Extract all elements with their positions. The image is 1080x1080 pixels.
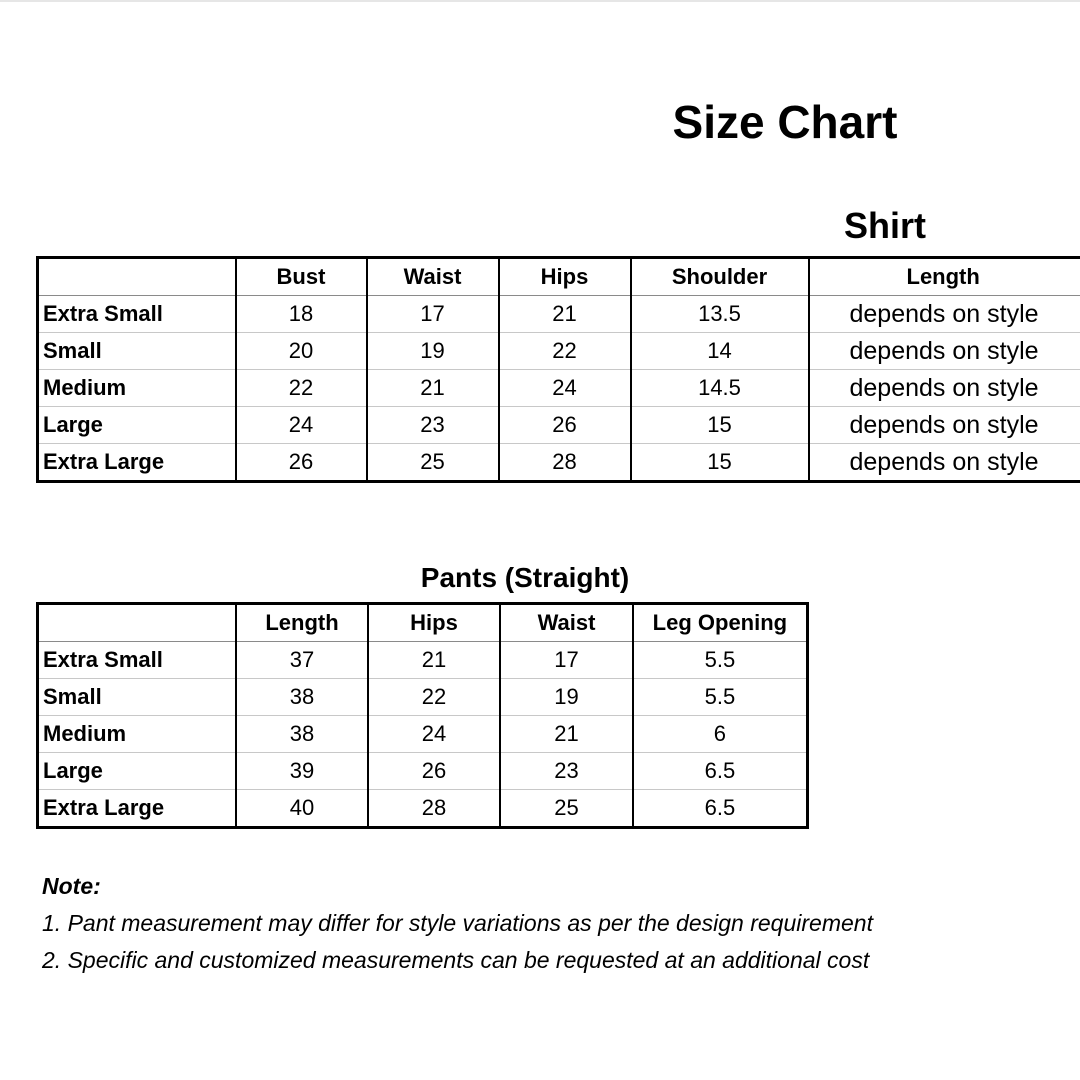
shirt-cell-waist: 19: [367, 333, 499, 370]
shirt-header-row: [38, 258, 1080, 296]
pants-cell-length: 38: [236, 679, 368, 716]
table-row: [38, 642, 808, 679]
pants-row-size-label: Medium: [38, 716, 237, 753]
pants-cell-leg-opening: 6: [633, 716, 808, 753]
note-line: 2. Specific and customized measurements can be requested at an additional cost: [42, 947, 870, 973]
pants-cell-leg-opening: 6.5: [633, 753, 808, 790]
shirt-cell-bust: 20: [236, 333, 367, 370]
pants-section-title: Pants (Straight): [420, 562, 630, 593]
shirt-cell-bust: 18: [236, 296, 367, 333]
pants-cell-hips: 24: [368, 716, 501, 753]
notes-section: [42, 868, 1042, 979]
shirt-cell-bust: 26: [236, 444, 367, 482]
shirt-header-bust: Bust: [236, 258, 367, 296]
shirt-cell-hips: 28: [499, 444, 631, 482]
pants-cell-length: 38: [236, 716, 368, 753]
shirt-header-length: Length: [809, 258, 1080, 296]
pants-cell-waist: 21: [500, 716, 633, 753]
pants-cell-hips: 22: [368, 679, 501, 716]
pants-header-length: Length: [236, 604, 368, 642]
shirt-cell-shoulder: 15: [631, 444, 809, 482]
table-row: [38, 370, 1080, 407]
pants-row-size-label: Extra Small: [38, 642, 237, 679]
pants-cell-leg-opening: 5.5: [633, 679, 808, 716]
pants-header-leg-opening: Leg Opening: [633, 604, 808, 642]
shirt-cell-length: depends on style: [809, 444, 1080, 482]
shirt-row-size-label: Small: [38, 333, 236, 370]
shirt-cell-length: depends on style: [809, 407, 1080, 444]
shirt-cell-hips: 26: [499, 407, 631, 444]
shirt-cell-length: depends on style: [809, 333, 1080, 370]
shirt-cell-shoulder: 15: [631, 407, 809, 444]
shirt-cell-waist: 17: [367, 296, 499, 333]
page-title: Size Chart: [672, 96, 898, 148]
pants-cell-waist: 25: [500, 790, 633, 828]
table-row: [38, 296, 1080, 333]
pants-header-hips: Hips: [368, 604, 501, 642]
pants-cell-waist: 23: [500, 753, 633, 790]
pants-header-size: [38, 604, 237, 642]
pants-row-size-label: Small: [38, 679, 237, 716]
shirt-cell-shoulder: 14: [631, 333, 809, 370]
shirt-row-size-label: Large: [38, 407, 236, 444]
shirt-row-size-label: Medium: [38, 370, 236, 407]
pants-cell-hips: 21: [368, 642, 501, 679]
pants-cell-leg-opening: 5.5: [633, 642, 808, 679]
notes-heading: Note:: [42, 873, 101, 899]
shirt-cell-shoulder: 13.5: [631, 296, 809, 333]
pants-cell-hips: 26: [368, 753, 501, 790]
shirt-header-waist: Waist: [367, 258, 499, 296]
shirt-cell-bust: 22: [236, 370, 367, 407]
pants-cell-leg-opening: 6.5: [633, 790, 808, 828]
shirt-cell-length: depends on style: [809, 370, 1080, 407]
pants-size-table: [36, 602, 809, 829]
table-row: [38, 407, 1080, 444]
pants-cell-length: 39: [236, 753, 368, 790]
shirt-cell-waist: 21: [367, 370, 499, 407]
table-row: [38, 790, 808, 828]
shirt-header-shoulder: Shoulder: [631, 258, 809, 296]
table-row: [38, 333, 1080, 370]
shirt-cell-hips: 24: [499, 370, 631, 407]
shirt-row-size-label: Extra Small: [38, 296, 236, 333]
pants-cell-length: 37: [236, 642, 368, 679]
shirt-cell-hips: 21: [499, 296, 631, 333]
pants-cell-waist: 17: [500, 642, 633, 679]
shirt-size-table: [36, 256, 1080, 483]
table-row: [38, 716, 808, 753]
pants-cell-waist: 19: [500, 679, 633, 716]
shirt-cell-bust: 24: [236, 407, 367, 444]
table-row: [38, 679, 808, 716]
note-line: 1. Pant measurement may differ for style variations as per the design requirement: [42, 910, 873, 936]
shirt-cell-hips: 22: [499, 333, 631, 370]
table-row: [38, 444, 1080, 482]
pants-header-waist: Waist: [500, 604, 633, 642]
table-row: [38, 753, 808, 790]
shirt-header-size: [38, 258, 236, 296]
top-divider: [0, 0, 1080, 2]
shirt-cell-shoulder: 14.5: [631, 370, 809, 407]
shirt-section-title: Shirt: [843, 205, 926, 246]
shirt-cell-length: depends on style: [809, 296, 1080, 333]
pants-cell-hips: 28: [368, 790, 501, 828]
shirt-header-hips: Hips: [499, 258, 631, 296]
shirt-cell-waist: 23: [367, 407, 499, 444]
pants-row-size-label: Extra Large: [43, 795, 165, 820]
pants-cell-length: 40: [236, 790, 368, 828]
pants-header-row: [38, 604, 808, 642]
shirt-cell-waist: 25: [367, 444, 499, 482]
pants-row-size-label: Large: [38, 753, 237, 790]
shirt-row-size-label: Extra Large: [43, 449, 165, 474]
